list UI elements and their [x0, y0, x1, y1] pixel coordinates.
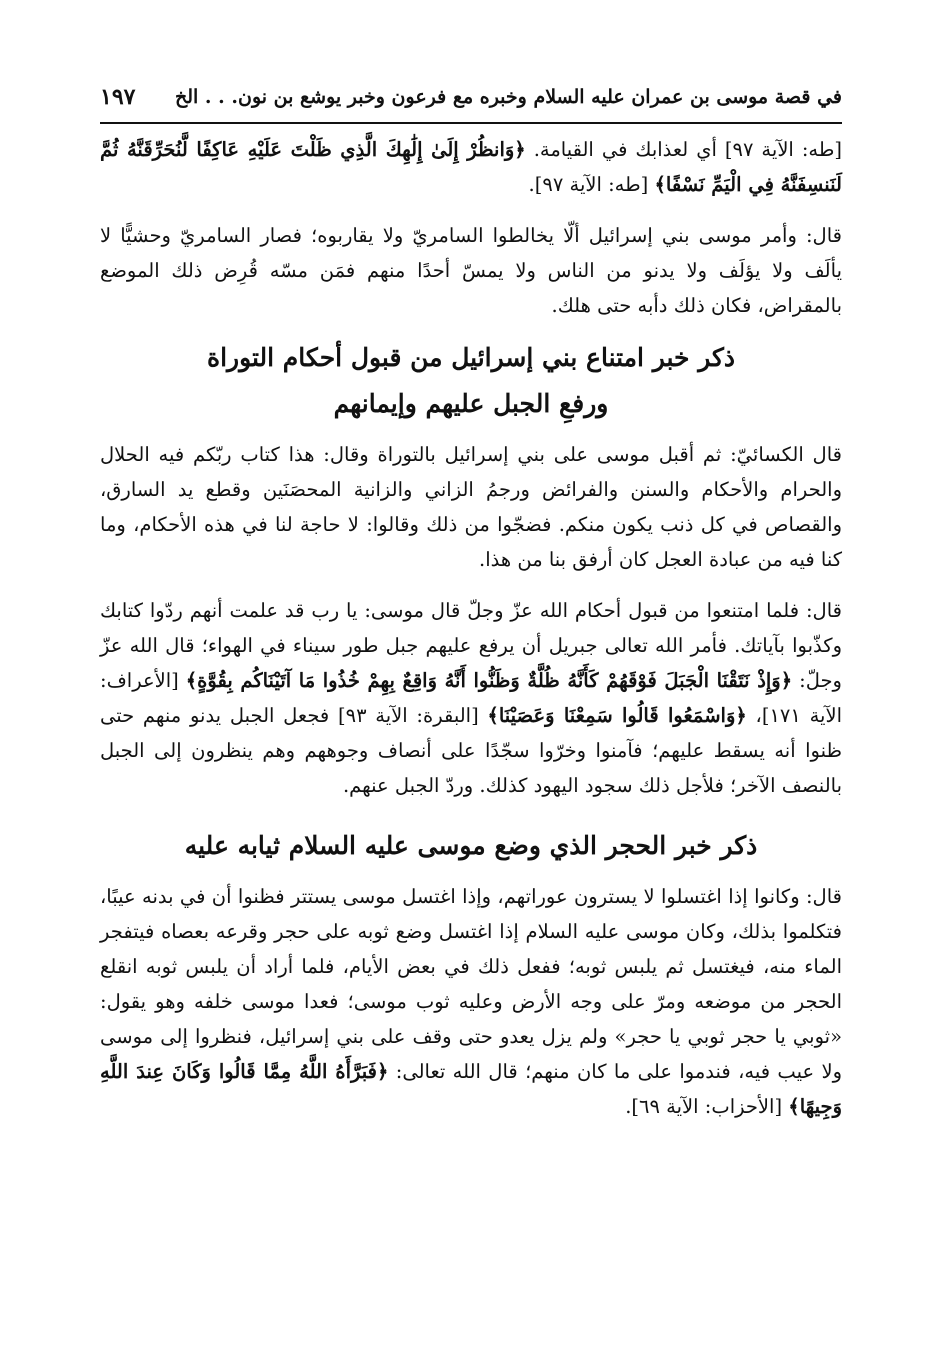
section-heading-1-line-1: ذكر خبر امتناع بني إسرائيل من قبول أحكام التوراة: [206, 343, 736, 372]
paragraph-4-text-a: قال: فلما امتنعوا من قبول أحكام الله عزّ وجلّ قال موسى: يا رب قد علمت أنهم ردّوا كتابك وكذّبوا بآياتك. فأمر الله تعالى جبريل أن يرفع عليهم جبل طور سيناء في الهواء؛ قال الله عزّ وجلّ:: [100, 599, 842, 692]
book-page: [100, 78, 842, 1328]
paragraph-5: [100, 879, 842, 1124]
paragraph-1-text-b: [طه: الآية ٩٧].: [528, 173, 655, 196]
paragraph-1: [100, 132, 842, 202]
header-title: في قصة موسى بن عمران عليه السلام وخبره مع فرعون وخبر يوشع بن نون. . . الخ: [174, 86, 842, 108]
paragraph-4-text-c: [البقرة: الآية ٩٣] فجعل الجبل يدنو منهم حتى ظنوا أنه يسقط عليهم؛ فآمنوا وخرّوا سجّدًا على أنصاف وجوههم وهم ينظرون إلى الجبل بالنصف الآخر؛ فلأجل ذلك سجود اليهود كذلك. وردّ الجبل عنهم.: [100, 704, 842, 797]
quran-verse-ahzab-69: ﴿فَبَرَّأَهُ اللَّهُ مِمَّا قَالُوا وَكَانَ عِندَ اللَّهِ وَجِيهًا﴾: [100, 1060, 842, 1118]
paragraph-4: [100, 593, 842, 803]
quran-verse-araf-171: ﴿وَإِذْ نَتَقْنَا الْجَبَلَ فَوْقَهُمْ كَأَنَّهُ ظُلَّةٌ وَظَنُّوا أَنَّهُ وَاقِعٌ بِهِمْ خُذُوا مَا آتَيْنَاكُم بِقُوَّةٍ﴾: [185, 669, 793, 692]
quran-verse-taha-97: ﴿وَانظُرْ إِلَىٰ إِلَٰهِكَ الَّذِي ظَلْتَ عَلَيْهِ عَاكِفًا لَّنُحَرِّقَنَّهُ ثُمَّ لَنَنسِفَنَّهُ فِي الْيَمِّ نَسْفًا﴾: [100, 138, 842, 196]
paragraph-2: قال: وأمر موسى بني إسرائيل ألّا يخالطوا السامريّ ولا يقاربوه؛ فصار السامريّ وحشيًّا لا يألَف ولا يؤلَف ولا يدنو من الناس ولا يمسّ أحدًا منهم فمَن مسّه قُرِض ذلك الموضع بالمقراض، فكان ذلك دأبه حتى هلك.: [100, 224, 842, 317]
paragraph-5-text-a: قال: وكانوا إذا اغتسلوا لا يسترون عوراتهم، وإذا اغتسل موسى يستتر فظنوا أن في بدنه عيبًا، فتكلموا بذلك، وكان موسى عليه السلام إذا اغتسل وضع ثوبه على حجر وقرعه بعصاه فيتفجر الماء منه، فيغتسل ثم يلبس ثوبه؛ ففعل ذلك في بعض الأيام، فلما أراد أن يلبس ثوبه انقلع الحجر من موضعه ومرّ على وجه الأرض وعليه ثوب موسى؛ فعدا موسى خلفه وهو يقول: «ثوبي يا حجر ثوبي يا حجر» ولم يزل يعدو حتى وقف على بني إسرائيل، فنظروا إلى موسى ولا عيب فيه، فندموا على ما كان منهم؛ قال الله تعالى:: [100, 885, 842, 1083]
quran-verse-baqara-93: ﴿وَاسْمَعُوا قَالُوا سَمِعْنَا وَعَصَيْنَا﴾: [487, 704, 747, 727]
paragraph-4-text-b: [الأعراف: الآية ١٧١]،: [100, 669, 843, 727]
page-number: ١٩٧: [100, 84, 136, 110]
paragraph-3: قال الكسائيّ: ثم أقبل موسى على بني إسرائيل بالتوراة وقال: هذا كتاب ربّكم فيه الحلال والحرام والأحكام والسنن والفرائض ورجمُ الزاني والزانية المحصَنَين وقطع يد السارق، والقصاص في كل ذنب يكون منكم. فضجّوا من ذلك وقالوا: لا حاجة لنا في هذه الأحكام، وما كنا فيه من عبادة العجل كان أرفق بنا من هذا.: [100, 443, 842, 571]
running-header: [100, 78, 842, 124]
section-heading-1: [100, 335, 842, 427]
section-heading-2: ذكر خبر الحجر الذي وضع موسى عليه السلام ثيابه عليه: [184, 831, 758, 860]
paragraph-1-text-a: [طه: الآية ٩٧] أي لعذابك في القيامة.: [525, 138, 842, 161]
paragraph-5-text-b: [الأحزاب: الآية ٦٩].: [625, 1095, 789, 1118]
section-heading-1-line-2: ورفعِ الجبل عليهم وإيمانهم: [333, 389, 609, 418]
